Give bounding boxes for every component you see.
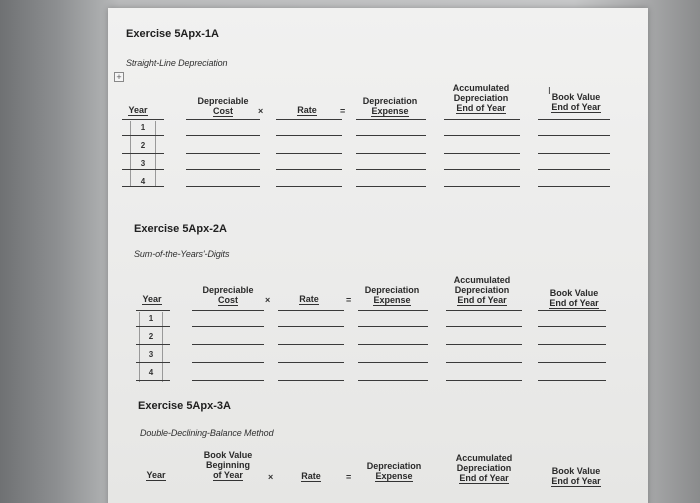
worksheet-page xyxy=(108,8,648,503)
year-row-line xyxy=(122,186,164,187)
header-cost-line3: of Year xyxy=(213,470,243,480)
header-book-value xyxy=(534,288,614,309)
header-accumulated-depreciation xyxy=(444,453,524,484)
expand-icon[interactable]: + xyxy=(114,72,124,82)
year-row-line xyxy=(122,135,164,136)
answer-blank-line[interactable] xyxy=(278,362,344,363)
header-accum-line2: Depreciation xyxy=(456,463,512,473)
year-row-line xyxy=(136,380,170,381)
header-expense-line1: Depreciation xyxy=(366,461,422,471)
answer-blank-line[interactable] xyxy=(358,326,428,327)
answer-blank-line[interactable] xyxy=(278,380,344,381)
answer-blank-line[interactable] xyxy=(538,169,610,170)
year-row-line xyxy=(136,344,170,345)
header-accum-line1: Accumulated xyxy=(455,453,513,463)
header-year xyxy=(140,470,172,481)
answer-blank-line[interactable] xyxy=(538,153,610,154)
header-accum-line2: Depreciation xyxy=(454,285,510,295)
header-expense-line1: Depreciation xyxy=(364,285,420,295)
answer-blank-line[interactable] xyxy=(538,135,610,136)
answer-blank-line[interactable] xyxy=(538,362,606,363)
answer-blank-line[interactable] xyxy=(356,119,426,120)
answer-blank-line[interactable] xyxy=(538,326,606,327)
answer-blank-line[interactable] xyxy=(446,344,522,345)
header-depreciable-cost xyxy=(191,285,265,306)
answer-blank-line[interactable] xyxy=(444,135,520,136)
answer-blank-line[interactable] xyxy=(444,153,520,154)
header-cost-line1: Depreciable xyxy=(202,285,254,295)
answer-blank-line[interactable] xyxy=(446,326,522,327)
header-depreciation-expense xyxy=(354,96,426,117)
times-operator: × xyxy=(258,106,264,116)
answer-blank-line[interactable] xyxy=(186,169,260,170)
answer-blank-line[interactable] xyxy=(538,310,606,311)
answer-blank-line[interactable] xyxy=(358,362,428,363)
header-rate-label: Rate xyxy=(297,105,317,115)
exercise-1-title: Exercise 5Apx-1A xyxy=(126,28,219,40)
text-cursor-icon: I xyxy=(548,86,551,97)
header-depreciation-expense xyxy=(358,461,430,482)
answer-blank-line[interactable] xyxy=(358,344,428,345)
header-book-line1: Book Value xyxy=(549,288,599,298)
equals-operator: = xyxy=(346,295,352,305)
header-accumulated-depreciation xyxy=(441,83,521,114)
header-rate xyxy=(278,471,344,482)
answer-blank-line[interactable] xyxy=(192,326,264,327)
exercise-1-subtitle: Straight-Line Depreciation xyxy=(126,58,228,68)
header-book-line2: End of Year xyxy=(549,298,599,308)
year-cell: 3 xyxy=(148,350,154,359)
answer-blank-line[interactable] xyxy=(192,362,264,363)
answer-blank-line[interactable] xyxy=(276,169,342,170)
answer-blank-line[interactable] xyxy=(186,186,260,187)
header-rate-label: Rate xyxy=(301,471,321,481)
answer-blank-line[interactable] xyxy=(276,153,342,154)
equals-operator: = xyxy=(340,106,346,116)
year-row-line xyxy=(122,119,164,120)
header-cost-line2: Beginning xyxy=(206,460,250,470)
year-row-line xyxy=(122,169,164,170)
answer-blank-line[interactable] xyxy=(276,135,342,136)
year-cell: 1 xyxy=(140,123,146,132)
answer-blank-line[interactable] xyxy=(356,153,426,154)
year-cell: 2 xyxy=(140,141,146,150)
header-cost-line2: Cost xyxy=(213,106,233,116)
answer-blank-line[interactable] xyxy=(538,186,610,187)
header-cost-line2: Cost xyxy=(218,295,238,305)
answer-blank-line[interactable] xyxy=(186,153,260,154)
year-row-line xyxy=(136,310,170,311)
equals-operator: = xyxy=(346,472,352,482)
answer-blank-line[interactable] xyxy=(444,119,520,120)
header-accum-line1: Accumulated xyxy=(452,83,510,93)
header-rate-label: Rate xyxy=(299,294,319,304)
year-row-line xyxy=(136,362,170,363)
header-accum-line3: End of Year xyxy=(456,103,506,113)
header-accum-line1: Accumulated xyxy=(453,275,511,285)
header-expense-line2: Expense xyxy=(375,471,413,481)
answer-blank-line[interactable] xyxy=(276,186,342,187)
year-cell: 1 xyxy=(148,314,154,323)
year-cell: 4 xyxy=(148,368,154,377)
answer-blank-line[interactable] xyxy=(278,344,344,345)
header-year-label: Year xyxy=(128,105,148,115)
answer-blank-line[interactable] xyxy=(356,135,426,136)
answer-blank-line[interactable] xyxy=(278,326,344,327)
header-expense-line2: Expense xyxy=(373,295,411,305)
answer-blank-line[interactable] xyxy=(186,135,260,136)
header-book-line2: End of Year xyxy=(551,102,601,112)
header-rate xyxy=(274,105,340,116)
header-book-line2: End of Year xyxy=(551,476,601,486)
year-row-line xyxy=(122,153,164,154)
header-book-line1: Book Value xyxy=(551,466,601,476)
header-expense-line2: Expense xyxy=(371,106,409,116)
answer-blank-line[interactable] xyxy=(446,310,522,311)
year-cell: 4 xyxy=(140,177,146,186)
answer-blank-line[interactable] xyxy=(356,169,426,170)
answer-blank-line[interactable] xyxy=(444,169,520,170)
times-operator: × xyxy=(268,472,274,482)
answer-blank-line[interactable] xyxy=(446,362,522,363)
header-year-label: Year xyxy=(142,294,162,304)
header-book-value-beginning xyxy=(190,450,266,481)
exercise-2-title: Exercise 5Apx-2A xyxy=(134,223,227,235)
header-accum-line3: End of Year xyxy=(459,473,509,483)
header-cost-line1: Depreciable xyxy=(197,96,249,106)
header-depreciable-cost xyxy=(186,96,260,117)
header-book-value xyxy=(536,466,616,487)
answer-blank-line[interactable] xyxy=(444,186,520,187)
answer-blank-line[interactable] xyxy=(278,310,344,311)
exercise-3-title: Exercise 5Apx-3A xyxy=(138,400,231,412)
header-expense-line1: Depreciation xyxy=(362,96,418,106)
answer-blank-line[interactable] xyxy=(186,119,260,120)
header-accumulated-depreciation xyxy=(442,275,522,306)
answer-blank-line[interactable] xyxy=(358,310,428,311)
answer-blank-line[interactable] xyxy=(538,344,606,345)
header-accum-line3: End of Year xyxy=(457,295,507,305)
answer-blank-line[interactable] xyxy=(192,380,264,381)
header-depreciation-expense xyxy=(356,285,428,306)
year-row-line xyxy=(136,326,170,327)
header-book-line1: Book Value xyxy=(551,92,601,102)
answer-blank-line[interactable] xyxy=(192,344,264,345)
header-year xyxy=(122,105,154,116)
exercise-2-subtitle: Sum-of-the-Years'-Digits xyxy=(134,249,230,259)
answer-blank-line[interactable] xyxy=(276,119,342,120)
year-cell: 3 xyxy=(140,159,146,168)
answer-blank-line[interactable] xyxy=(538,380,606,381)
header-cost-line1: Book Value xyxy=(203,450,253,460)
answer-blank-line[interactable] xyxy=(358,380,428,381)
answer-blank-line[interactable] xyxy=(538,119,610,120)
header-rate xyxy=(276,294,342,305)
times-operator: × xyxy=(265,295,271,305)
header-year-label: Year xyxy=(146,470,166,480)
answer-blank-line[interactable] xyxy=(446,380,522,381)
answer-blank-line[interactable] xyxy=(356,186,426,187)
answer-blank-line[interactable] xyxy=(192,310,264,311)
header-year xyxy=(136,294,168,305)
year-cell: 2 xyxy=(148,332,154,341)
header-accum-line2: Depreciation xyxy=(453,93,509,103)
exercise-3-subtitle: Double-Declining-Balance Method xyxy=(140,428,274,438)
